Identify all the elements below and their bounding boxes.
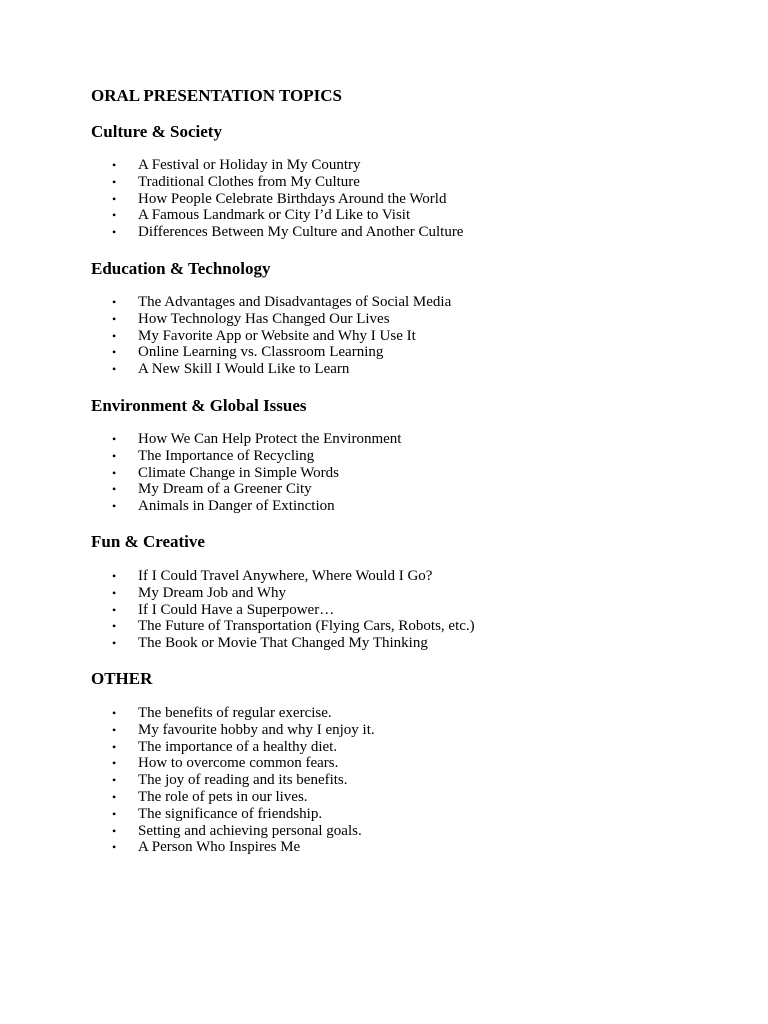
section-heading-environment-global-issues: Environment & Global Issues (91, 396, 307, 415)
topic-text: My favourite hobby and why I enjoy it. (138, 721, 375, 738)
bullet-icon: • (112, 465, 117, 480)
bullet-icon: • (112, 345, 117, 360)
document-title: ORAL PRESENTATION TOPICS (91, 86, 342, 105)
bullet-icon: • (112, 840, 117, 855)
bullet-icon: • (112, 806, 117, 821)
topic-text: The significance of friendship. (138, 805, 323, 822)
topic-text: A New Skill I Would Like to Learn (138, 361, 350, 378)
topic-text: A Festival or Holiday in My Country (138, 157, 361, 173)
topic-text: How People Celebrate Birthdays Around the World (138, 190, 447, 207)
topic-text: How Technology Has Changed Our Lives (138, 310, 390, 327)
bullet-icon: • (112, 448, 117, 463)
topic-text: Differences Between My Culture and Another Culture (138, 224, 464, 241)
topic-text: My Dream of a Greener City (138, 481, 312, 498)
topic-text: If I Could Travel Anywhere, Where Would I Go? (138, 568, 433, 584)
topic-text: Climate Change in Simple Words (138, 464, 339, 481)
bullet-icon: • (112, 602, 117, 617)
topic-text: Online Learning vs. Classroom Learning (138, 344, 384, 361)
bullet-icon: • (112, 208, 117, 223)
bullet-icon: • (112, 499, 117, 514)
bullet-icon: • (112, 722, 117, 737)
bullet-icon: • (112, 569, 117, 583)
topic-text: The importance of a healthy diet. (138, 738, 338, 755)
bullet-icon: • (112, 585, 117, 600)
topic-text: The role of pets in our lives. (138, 788, 308, 805)
bullet-icon: • (112, 432, 117, 446)
section-heading-fun-creative: Fun & Creative (91, 532, 205, 551)
topic-text: The Book or Movie That Changed My Thinking (138, 635, 428, 652)
topic-text: Setting and achieving personal goals. (138, 822, 362, 839)
bullet-icon: • (112, 328, 117, 343)
topic-text: Traditional Clothes from My Culture (138, 173, 360, 190)
topic-text: The benefits of regular exercise. (138, 705, 332, 721)
section-heading-other: OTHER (91, 669, 153, 688)
topic-text: My Dream Job and Why (138, 584, 287, 601)
topic-text: If I Could Have a Superpower… (138, 601, 335, 618)
topic-text: My Favorite App or Website and Why I Use It (138, 327, 416, 344)
topic-text: A Famous Landmark or City I’d Like to Visit (138, 207, 411, 224)
topic-text: Animals in Danger of Extinction (138, 498, 335, 515)
bullet-icon: • (112, 158, 117, 172)
topic-text: The Importance of Recycling (138, 447, 315, 464)
bullet-icon: • (112, 619, 117, 634)
topic-text: The Advantages and Disadvantages of Social Media (138, 294, 452, 310)
bullet-icon: • (112, 362, 117, 377)
bullet-icon: • (112, 739, 117, 754)
bullet-icon: • (112, 311, 117, 326)
section-heading-education-technology: Education & Technology (91, 259, 271, 278)
bullet-icon: • (112, 191, 117, 206)
topic-text: The Future of Transportation (Flying Cars, Robots, etc.) (138, 618, 475, 635)
bullet-icon: • (112, 174, 117, 189)
bullet-icon: • (112, 756, 117, 771)
section-heading-culture-society: Culture & Society (91, 122, 222, 141)
topic-text: A Person Who Inspires Me (138, 839, 301, 856)
bullet-icon: • (112, 295, 117, 309)
bullet-icon: • (112, 823, 117, 838)
bullet-icon: • (112, 773, 117, 788)
bullet-icon: • (112, 225, 117, 240)
bullet-icon: • (112, 636, 117, 651)
topic-text: How to overcome common fears. (138, 755, 339, 772)
bullet-icon: • (112, 482, 117, 497)
bullet-icon: • (112, 789, 117, 804)
topic-text: How We Can Help Protect the Environment (138, 431, 402, 447)
bullet-icon: • (112, 706, 117, 720)
topic-text: The joy of reading and its benefits. (138, 772, 348, 789)
